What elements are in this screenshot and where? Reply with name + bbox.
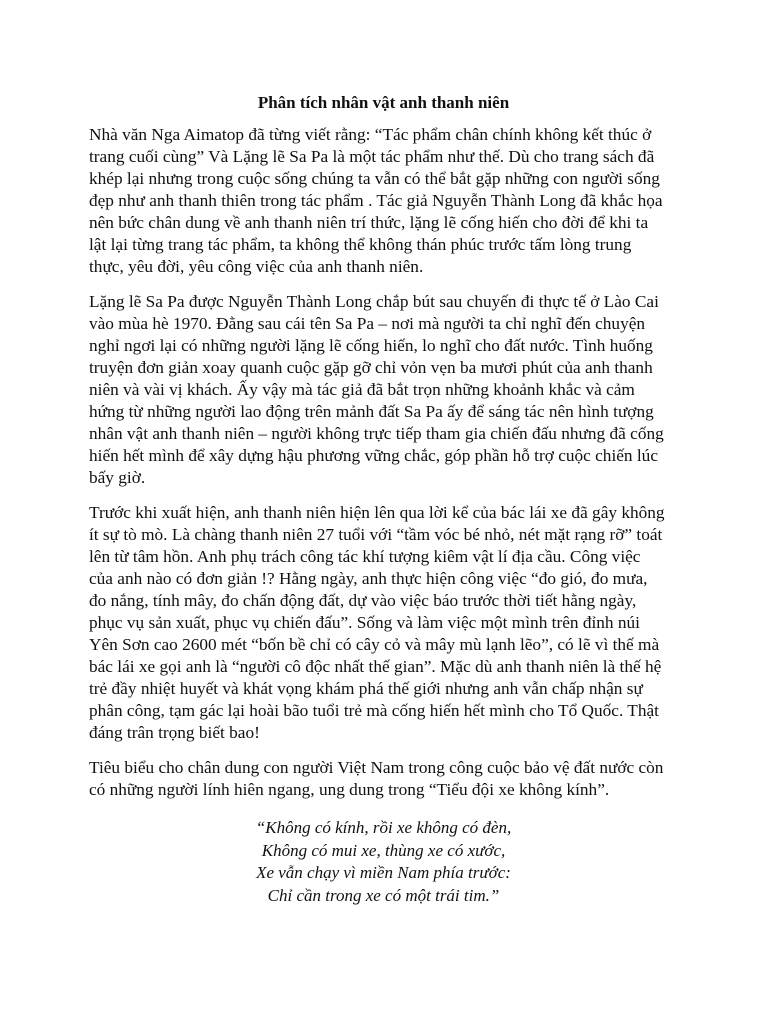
paragraph-4 — [89, 757, 678, 801]
document-title: Phân tích nhân vật anh thanh niên — [257, 93, 510, 112]
text-line: khép lại nhưng trong cuộc sống chúng ta vẫn có thể bắt gặp những con người sống — [89, 169, 660, 188]
poem-line: Không có mui xe, thùng xe có xước, — [261, 840, 506, 860]
text-line: thực, yêu đời, yêu công việc của anh thanh niên. — [89, 257, 424, 276]
text-line: Nhà văn Nga Aimatop đã từng viết rằng: “Tác phẩm chân chính không kết thúc ở — [89, 125, 652, 144]
text-line: trang cuối cùng” Và Lặng lẽ Sa Pa là một tác phẩm như thế. Dù cho trang sách đã — [89, 147, 655, 166]
text-line: có những người lính hiên ngang, ung dung trong “Tiểu đội xe không kính”. — [89, 780, 610, 799]
text-line: lật lại từng trang tác phẩm, ta không thể không thán phúc trước tấm lòng trung — [89, 235, 632, 254]
text-line: nhân vật anh thanh niên – người không trực tiếp tham gia chiến đấu nhưng đã cống — [89, 424, 664, 443]
text-line: bấy giờ. — [89, 468, 146, 487]
text-line: bác lái xe gọi anh là “người cô độc nhất thế gian”. Mặc dù anh thanh niên là thế hệ — [89, 657, 662, 676]
text-line: Trước khi xuất hiện, anh thanh niên hiện lên qua lời kể của bác lái xe đã gây không — [89, 503, 665, 522]
poem-line: “Không có kính, rồi xe không có đèn, — [255, 818, 512, 837]
text-line: Tiêu biểu cho chân dung con người Việt Nam trong công cuộc bảo vệ đất nước còn — [89, 758, 664, 777]
text-line: trẻ đầy nhiệt huyết và khát vọng khám phá thế giới nhưng anh vẫn chấp nhận sự — [89, 679, 643, 698]
poem-line: Chỉ cần trong xe có một trái tim.” — [267, 885, 500, 905]
text-line: đo nắng, tính mây, đo chấn động đất, dự vào việc báo trước thời tiết hằng ngày, — [89, 591, 637, 610]
text-line: Lặng lẽ Sa Pa được Nguyễn Thành Long chắp bút sau chuyến đi thực tế ở Lào Cai — [89, 292, 659, 311]
poem-quote — [89, 817, 678, 907]
text-line: truyện đơn giản xoay quanh cuộc gặp gỡ chỉ vỏn vẹn ba mươi phút của anh thanh — [89, 358, 653, 377]
paragraph-3 — [89, 502, 678, 744]
text-line: niên và vài vị khách. Ấy vậy mà tác giả đã bắt trọn những khoảnh khắc và cảm — [89, 380, 635, 399]
text-line: nghỉ ngơi lại có những người lặng lẽ cống hiến, lo nghĩ cho đất nước. Tình huống — [89, 336, 653, 355]
text-line: nên bức chân dung về anh thanh niên trí thức, lặng lẽ cống hiến cho đời để khi ta — [89, 213, 649, 232]
poem-line: Xe vẫn chạy vì miền Nam phía trước: — [256, 863, 511, 882]
paragraph-1 — [89, 124, 678, 278]
text-line: của anh nào có đơn giản !? Hằng ngày, anh thực hiện công việc “đo gió, đo mưa, — [89, 569, 648, 588]
paragraph-2 — [89, 291, 678, 489]
text-line: hiến hết mình để xây dựng hậu phương vững chắc, góp phần hỗ trợ cuộc chiến lúc — [89, 446, 658, 465]
text-line: ít sự tò mò. Là chàng thanh niên 27 tuổi với “tầm vóc bé nhỏ, nét mặt rạng rỡ” toát — [89, 525, 663, 544]
text-line: vào mùa hè 1970. Đằng sau cái tên Sa Pa – nơi mà người ta chỉ nghĩ đến chuyện — [89, 314, 646, 333]
text-line: phục vụ sản xuất, phục vụ chiến đấu”. Sống và làm việc một mình trên đỉnh núi — [89, 613, 640, 632]
text-line: lên từ tâm hồn. Anh phụ trách công tác khí tượng kiêm vật lí địa cầu. Công việc — [89, 547, 641, 566]
text-line: phân công, tạm gác lại hoài bão tuổi trẻ mà cống hiến hết mình cho Tổ Quốc. Thật — [89, 701, 659, 720]
text-line: hứng từ những người lao động trên mảnh đất Sa Pa ấy để sáng tác nên hình tượng — [89, 402, 654, 421]
text-line: đáng trân trọng biết bao! — [89, 723, 260, 742]
text-line: đẹp như anh thanh thiên trong tác phẩm . Tác giả Nguyễn Thành Long đã khắc họa — [89, 191, 663, 210]
text-line: Yên Sơn cao 2600 mét “bốn bề chỉ có cây cỏ và mây mù lạnh lẽo”, có lẽ vì thế mà — [89, 635, 660, 654]
